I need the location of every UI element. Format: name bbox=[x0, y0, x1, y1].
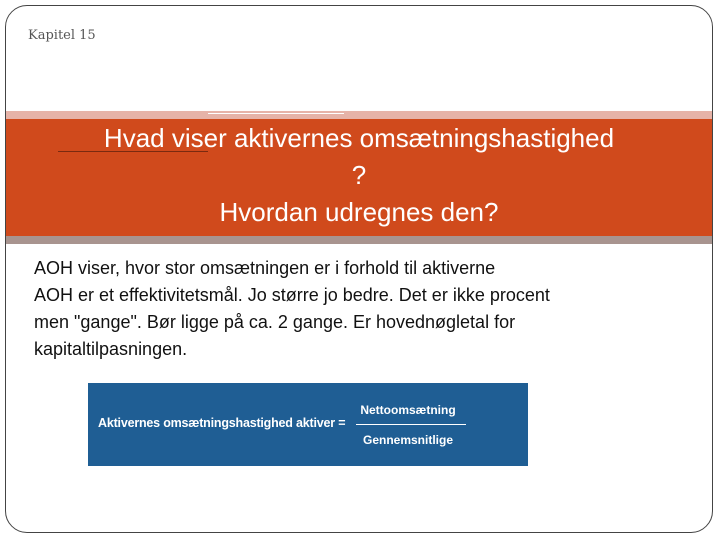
title-band-top-stripe bbox=[6, 111, 712, 119]
formula-left-side: Aktivernes omsætningshastighed aktiver = bbox=[98, 416, 346, 430]
formula-box bbox=[88, 383, 528, 466]
decorative-line bbox=[208, 113, 344, 114]
fraction-line bbox=[356, 424, 466, 425]
body-line-3: men "gange". Bør ligge på ca. 2 gange. Er hovednøgletal for bbox=[34, 312, 516, 332]
body-line-2: AOH er et effektivitetsmål. Jo større jo bedre. Det er ikke procent bbox=[34, 285, 550, 305]
body-line-4: kapitaltilpasningen. bbox=[34, 339, 188, 359]
title-band-bottom-stripe bbox=[6, 236, 712, 244]
chapter-label: Kapitel 15 bbox=[28, 28, 96, 43]
body-text bbox=[34, 255, 694, 363]
slide bbox=[5, 5, 713, 533]
formula-numerator: Nettoomsætning bbox=[360, 403, 456, 417]
formula-denominator: Gennemsnitlige bbox=[362, 433, 454, 447]
body-line-1: AOH viser, hvor stor omsætningen er i forhold til aktiverne bbox=[34, 258, 496, 278]
slide-title bbox=[6, 120, 712, 231]
title-line-2: ? bbox=[351, 160, 367, 190]
title-line-3: Hvordan udregnes den? bbox=[219, 197, 499, 227]
title-line-1: Hvad viser aktivernes omsætningshastighed bbox=[103, 123, 615, 153]
